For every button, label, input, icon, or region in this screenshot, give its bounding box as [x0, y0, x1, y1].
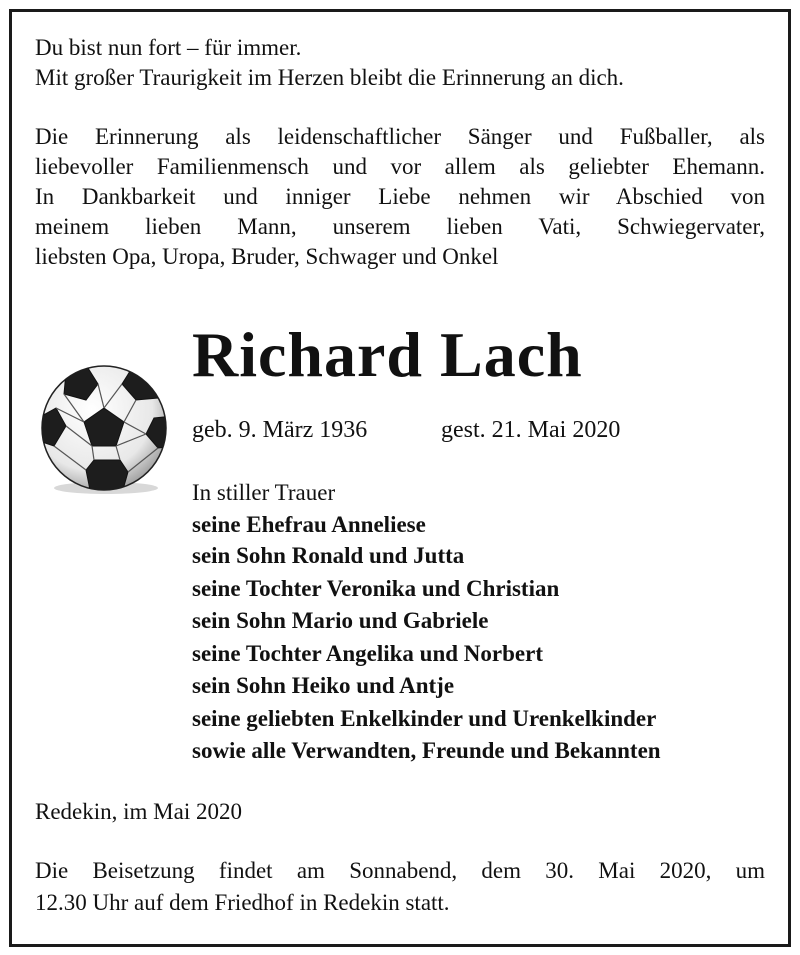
birth-date: geb. 9. März 1936 [192, 417, 368, 443]
mourner-4: sein Sohn Mario und Gabriele [192, 608, 489, 633]
paragraph-line-4: meinem lieben Mann, unserem lieben Vati, Schwiegervater, [35, 214, 765, 239]
intro-line-2: Mit großer Traurigkeit im Herzen bleibt die Erinnerung an dich. [35, 65, 624, 90]
mourner-1: seine Ehefrau Anneliese [192, 512, 426, 537]
mourner-5: seine Tochter Angelika und Norbert [192, 641, 543, 666]
paragraph-line-2: liebevoller Familienmensch und vor allem als geliebter Ehemann. [35, 154, 765, 179]
mourner-3: seine Tochter Veronika und Christian [192, 576, 560, 601]
deceased-name: Richard Lach [192, 319, 583, 390]
mourner-6: sein Sohn Heiko und Antje [192, 673, 455, 698]
paragraph-line-1: Die Erinnerung als leidenschaftlicher Sänger und Fußballer, als [35, 124, 765, 149]
mourners-intro: In stiller Trauer [192, 480, 336, 505]
soccer-ball-icon [36, 360, 172, 496]
place-date: Redekin, im Mai 2020 [35, 799, 242, 824]
intro-line-1: Du bist nun fort – für immer. [35, 35, 302, 60]
mourner-2: sein Sohn Ronald und Jutta [192, 543, 465, 568]
mourner-8: sowie alle Verwandten, Freunde und Bekannten [192, 738, 661, 763]
paragraph-line-5: liebsten Opa, Uropa, Bruder, Schwager und Onkel [35, 244, 499, 269]
paragraph-line-3: In Dankbarkeit und inniger Liebe nehmen wir Abschied von [35, 184, 765, 209]
funeral-line-2: 12.30 Uhr auf dem Friedhof in Redekin statt. [35, 890, 450, 915]
mourner-7: seine geliebten Enkelkinder und Urenkelkinder [192, 706, 657, 731]
death-date: gest. 21. Mai 2020 [441, 417, 621, 443]
funeral-line-1: Die Beisetzung findet am Sonnabend, dem 30. Mai 2020, um [35, 858, 765, 883]
